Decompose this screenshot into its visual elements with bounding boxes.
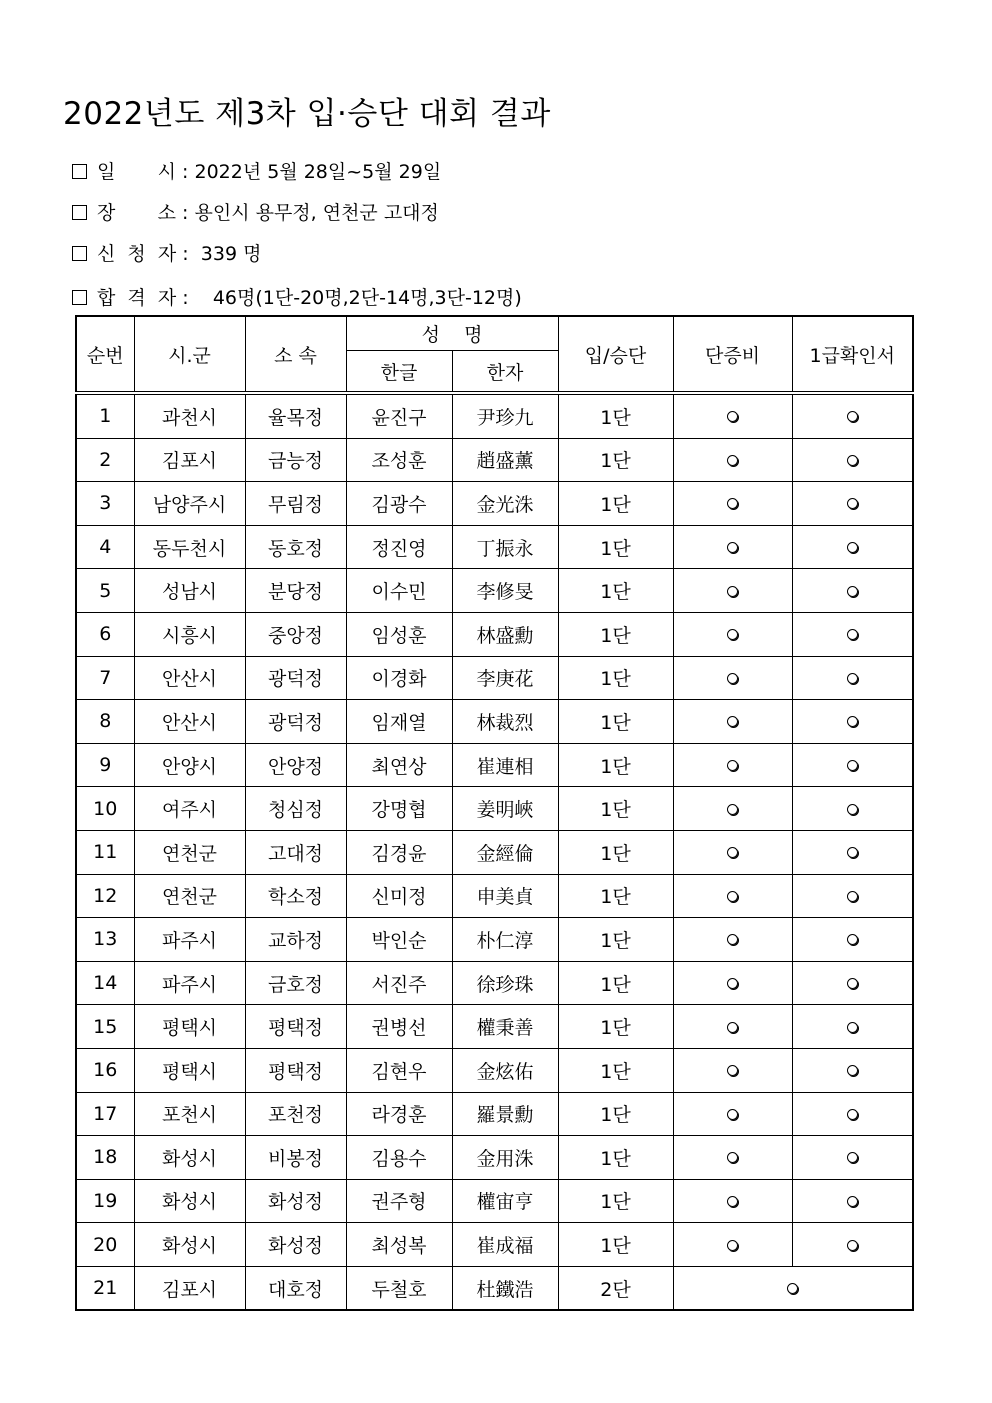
- cell-confirm: [792, 1005, 913, 1049]
- cell-club: 무림정: [245, 482, 346, 526]
- circle-mark-icon: [847, 804, 858, 815]
- cell-name-kor: 임재열: [346, 700, 452, 744]
- cell-no: 11: [76, 830, 134, 874]
- circle-mark-icon: [847, 629, 858, 640]
- circle-mark-icon: [727, 498, 738, 509]
- circle-mark-icon: [727, 1065, 738, 1076]
- cell-name-kor: 임성훈: [346, 612, 452, 656]
- cell-name-kor: 이수민: [346, 569, 452, 613]
- cell-name-kor: 김현우: [346, 1048, 452, 1092]
- cell-no: 21: [76, 1266, 134, 1310]
- cell-city: 시흥시: [134, 612, 245, 656]
- circle-mark-icon: [847, 673, 858, 684]
- cell-club: 금능정: [245, 438, 346, 482]
- cell-name-han: 申美貞: [452, 874, 558, 918]
- cell-name-han: 權宙亨: [452, 1179, 558, 1223]
- cell-city: 김포시: [134, 438, 245, 482]
- table-row: [76, 1005, 913, 1049]
- cell-city: 포천시: [134, 1092, 245, 1136]
- cell-cert: [673, 1179, 792, 1223]
- cell-confirm: [792, 393, 913, 438]
- cell-name-han: 金用洙: [452, 1136, 558, 1180]
- circle-mark-icon: [727, 891, 738, 902]
- cell-name-kor: 라경훈: [346, 1092, 452, 1136]
- cell-name-han: 徐珍珠: [452, 961, 558, 1005]
- cell-cert: [673, 612, 792, 656]
- cell-dan: 1단: [558, 1048, 673, 1092]
- cell-confirm: [792, 961, 913, 1005]
- cell-name-kor: 서진주: [346, 961, 452, 1005]
- cell-dan: 1단: [558, 787, 673, 831]
- cell-cert: [673, 743, 792, 787]
- cell-name-kor: 권주형: [346, 1179, 452, 1223]
- cell-city: 연천군: [134, 874, 245, 918]
- cell-dan: 1단: [558, 918, 673, 962]
- cell-cert: [673, 787, 792, 831]
- cell-cert: [673, 569, 792, 613]
- cell-club: 포천정: [245, 1092, 346, 1136]
- cell-cert: [673, 1136, 792, 1180]
- cell-no: 18: [76, 1136, 134, 1180]
- circle-mark-icon: [727, 673, 738, 684]
- cell-cert: [673, 1048, 792, 1092]
- cell-no: 16: [76, 1048, 134, 1092]
- circle-mark-icon: [847, 891, 858, 902]
- cell-dan: 1단: [558, 482, 673, 526]
- cell-name-han: 姜明峽: [452, 787, 558, 831]
- cell-cert: [673, 918, 792, 962]
- header-name-han: 한자: [452, 351, 558, 394]
- cell-name-han: 李修旻: [452, 569, 558, 613]
- cell-confirm: [792, 700, 913, 744]
- cell-club: 대호정: [245, 1266, 346, 1310]
- table-row: [76, 787, 913, 831]
- circle-mark-icon: [847, 411, 858, 422]
- cell-name-han: 崔連相: [452, 743, 558, 787]
- cell-dan: 1단: [558, 830, 673, 874]
- table-row: [76, 1092, 913, 1136]
- circle-mark-icon: [727, 1022, 738, 1033]
- info-sep: :: [176, 243, 201, 265]
- cell-name-kor: 박인순: [346, 918, 452, 962]
- cell-club: 고대정: [245, 830, 346, 874]
- circle-mark-icon: [727, 934, 738, 945]
- cell-no: 20: [76, 1223, 134, 1267]
- info-label: 합 격 자: [97, 287, 177, 309]
- cell-confirm: [792, 1179, 913, 1223]
- info-passed: [72, 286, 522, 310]
- circle-mark-icon: [727, 455, 738, 466]
- circle-mark-icon: [787, 1283, 798, 1294]
- cell-confirm: [792, 743, 913, 787]
- header-confirm: 1급확인서: [792, 316, 913, 393]
- circle-mark-icon: [727, 411, 738, 422]
- cell-club: 평택정: [245, 1005, 346, 1049]
- table-row: [76, 482, 913, 526]
- info-value: 용인시 용무정, 연천군 고대정: [194, 202, 439, 224]
- info-sep: :: [176, 202, 195, 224]
- cell-no: 8: [76, 700, 134, 744]
- cell-name-kor: 이경화: [346, 656, 452, 700]
- cell-city: 안산시: [134, 700, 245, 744]
- cell-city: 화성시: [134, 1136, 245, 1180]
- cell-dan: 1단: [558, 569, 673, 613]
- circle-mark-icon: [847, 934, 858, 945]
- circle-mark-icon: [727, 1240, 738, 1251]
- circle-mark-icon: [727, 1196, 738, 1207]
- cell-name-han: 金經倫: [452, 830, 558, 874]
- info-value: 339 명: [200, 243, 262, 265]
- cell-city: 여주시: [134, 787, 245, 831]
- cell-name-han: 崔成福: [452, 1223, 558, 1267]
- cell-club: 비봉정: [245, 1136, 346, 1180]
- cell-confirm: [792, 1048, 913, 1092]
- cell-name-han: 金光洙: [452, 482, 558, 526]
- table-row: [76, 830, 913, 874]
- cell-name-han: 金炫佑: [452, 1048, 558, 1092]
- cell-cert: [673, 1005, 792, 1049]
- table-row: [76, 918, 913, 962]
- cell-cert: [673, 393, 792, 438]
- circle-mark-icon: [847, 1152, 858, 1163]
- circle-mark-icon: [847, 1022, 858, 1033]
- cell-no: 9: [76, 743, 134, 787]
- cell-name-kor: 신미정: [346, 874, 452, 918]
- cell-confirm: [792, 656, 913, 700]
- cell-name-kor: 김경윤: [346, 830, 452, 874]
- table-row: [76, 393, 913, 438]
- circle-mark-icon: [847, 716, 858, 727]
- cell-dan: 1단: [558, 1092, 673, 1136]
- cell-dan: 1단: [558, 438, 673, 482]
- cell-city: 연천군: [134, 830, 245, 874]
- cell-name-kor: 윤진구: [346, 393, 452, 438]
- cell-confirm: [792, 525, 913, 569]
- cell-club: 동호정: [245, 525, 346, 569]
- table-row: [76, 743, 913, 787]
- cell-city: 평택시: [134, 1048, 245, 1092]
- cell-club: 율목정: [245, 393, 346, 438]
- cell-city: 화성시: [134, 1223, 245, 1267]
- circle-mark-icon: [847, 586, 858, 597]
- circle-mark-icon: [727, 586, 738, 597]
- cell-cert: [673, 525, 792, 569]
- header-city: 시.군: [134, 316, 245, 393]
- cell-no: 7: [76, 656, 134, 700]
- checkbox-icon: [72, 205, 87, 220]
- cell-name-kor: 김용수: [346, 1136, 452, 1180]
- cell-name-han: 林盛勳: [452, 612, 558, 656]
- cell-club: 광덕정: [245, 656, 346, 700]
- cell-confirm: [792, 1092, 913, 1136]
- info-value: 46명(1단-20명,2단-14명,3단-12명): [212, 287, 522, 309]
- cell-confirm: [792, 918, 913, 962]
- circle-mark-icon: [847, 978, 858, 989]
- cell-confirm: [792, 612, 913, 656]
- cell-name-han: 趙盛薰: [452, 438, 558, 482]
- cell-club: 화성정: [245, 1179, 346, 1223]
- cell-city: 김포시: [134, 1266, 245, 1310]
- cell-no: 4: [76, 525, 134, 569]
- circle-mark-icon: [727, 1152, 738, 1163]
- table-row: [76, 612, 913, 656]
- cell-no: 5: [76, 569, 134, 613]
- header-club: 소 속: [245, 316, 346, 393]
- cell-name-kor: 정진영: [346, 525, 452, 569]
- cell-dan: 1단: [558, 1223, 673, 1267]
- cell-name-han: 權秉善: [452, 1005, 558, 1049]
- cell-confirm: [792, 1223, 913, 1267]
- cell-no: 13: [76, 918, 134, 962]
- cell-club: 광덕정: [245, 700, 346, 744]
- cell-name-han: 杜鐵浩: [452, 1266, 558, 1310]
- cell-club: 중앙정: [245, 612, 346, 656]
- header-name: 성 명: [346, 316, 558, 351]
- cell-name-kor: 강명협: [346, 787, 452, 831]
- table-row: [76, 700, 913, 744]
- cell-no: 1: [76, 393, 134, 438]
- cell-name-han: 朴仁淳: [452, 918, 558, 962]
- circle-mark-icon: [847, 1065, 858, 1076]
- circle-mark-icon: [847, 1109, 858, 1120]
- cell-club: 안양정: [245, 743, 346, 787]
- info-value: 2022년 5월 28일~5월 29일: [194, 161, 442, 183]
- cell-cert: [673, 874, 792, 918]
- cell-dan: 1단: [558, 1179, 673, 1223]
- cell-dan: 1단: [558, 393, 673, 438]
- table-row: [76, 438, 913, 482]
- cell-name-han: 尹珍九: [452, 393, 558, 438]
- cell-dan: 1단: [558, 656, 673, 700]
- cell-no: 2: [76, 438, 134, 482]
- cell-no: 15: [76, 1005, 134, 1049]
- cell-club: 평택정: [245, 1048, 346, 1092]
- cell-dan: 1단: [558, 1136, 673, 1180]
- cell-city: 성남시: [134, 569, 245, 613]
- cell-cert: [673, 1092, 792, 1136]
- cell-confirm: [792, 874, 913, 918]
- circle-mark-icon: [847, 847, 858, 858]
- table-row: [76, 1136, 913, 1180]
- cell-dan: 1단: [558, 700, 673, 744]
- circle-mark-icon: [847, 760, 858, 771]
- circle-mark-icon: [727, 1109, 738, 1120]
- cell-city: 남양주시: [134, 482, 245, 526]
- circle-mark-icon: [727, 716, 738, 727]
- page-title: 2022년도 제3차 입·승단 대회 결과: [63, 96, 551, 132]
- info-place: [72, 201, 439, 225]
- cell-cert: [673, 656, 792, 700]
- info-label: 일 시: [97, 161, 176, 183]
- cell-name-kor: 최성복: [346, 1223, 452, 1267]
- cell-no: 6: [76, 612, 134, 656]
- cell-cert: [673, 961, 792, 1005]
- cell-dan: 1단: [558, 874, 673, 918]
- cell-city: 과천시: [134, 393, 245, 438]
- table-row: [76, 1179, 913, 1223]
- table-row: [76, 525, 913, 569]
- cell-confirm: [792, 482, 913, 526]
- cell-cert: [673, 830, 792, 874]
- cell-dan: 1단: [558, 1005, 673, 1049]
- cell-city: 파주시: [134, 961, 245, 1005]
- cell-club: 분당정: [245, 569, 346, 613]
- circle-mark-icon: [727, 804, 738, 815]
- cell-confirm: [792, 1136, 913, 1180]
- cell-name-han: 李庚花: [452, 656, 558, 700]
- cell-dan: 1단: [558, 525, 673, 569]
- table-row: [76, 1266, 913, 1310]
- circle-mark-icon: [847, 1196, 858, 1207]
- header-no: 순번: [76, 316, 134, 393]
- cell-city: 안양시: [134, 743, 245, 787]
- table-row: [76, 1048, 913, 1092]
- table-row: [76, 569, 913, 613]
- cell-club: 교하정: [245, 918, 346, 962]
- circle-mark-icon: [727, 847, 738, 858]
- cell-no: 17: [76, 1092, 134, 1136]
- cell-name-kor: 김광수: [346, 482, 452, 526]
- cell-dan: 2단: [558, 1266, 673, 1310]
- cell-dan: 1단: [558, 743, 673, 787]
- cell-name-kor: 두철호: [346, 1266, 452, 1310]
- checkbox-icon: [72, 164, 87, 179]
- cell-name-han: 丁振永: [452, 525, 558, 569]
- info-sep: :: [176, 287, 213, 309]
- header-cert: 단증비: [673, 316, 792, 393]
- circle-mark-icon: [727, 542, 738, 553]
- cell-dan: 1단: [558, 612, 673, 656]
- cell-confirm: [792, 438, 913, 482]
- cell-city: 화성시: [134, 1179, 245, 1223]
- cell-club: 금호정: [245, 961, 346, 1005]
- circle-mark-icon: [847, 498, 858, 509]
- circle-mark-icon: [727, 760, 738, 771]
- cell-dan: 1단: [558, 961, 673, 1005]
- cell-no: 3: [76, 482, 134, 526]
- cell-club: 화성정: [245, 1223, 346, 1267]
- circle-mark-icon: [847, 455, 858, 466]
- table-row: [76, 1223, 913, 1267]
- table-row: [76, 874, 913, 918]
- cell-no: 12: [76, 874, 134, 918]
- cell-name-han: 林裁烈: [452, 700, 558, 744]
- info-sep: :: [176, 161, 195, 183]
- cell-cert: [673, 482, 792, 526]
- cell-city: 동두천시: [134, 525, 245, 569]
- cell-city: 평택시: [134, 1005, 245, 1049]
- cell-cert: [673, 700, 792, 744]
- cell-city: 파주시: [134, 918, 245, 962]
- cell-name-kor: 권병선: [346, 1005, 452, 1049]
- table-row: [76, 656, 913, 700]
- circle-mark-icon: [847, 1240, 858, 1251]
- checkbox-icon: [72, 290, 87, 305]
- cell-city: 안산시: [134, 656, 245, 700]
- cell-confirm: [792, 569, 913, 613]
- checkbox-icon: [72, 246, 87, 261]
- cell-club: 학소정: [245, 874, 346, 918]
- results-table: [75, 315, 914, 1311]
- table-row: [76, 961, 913, 1005]
- cell-no: 14: [76, 961, 134, 1005]
- cell-name-han: 羅景勳: [452, 1092, 558, 1136]
- cell-cert: [673, 1223, 792, 1267]
- circle-mark-icon: [727, 978, 738, 989]
- circle-mark-icon: [847, 542, 858, 553]
- cell-club: 청심정: [245, 787, 346, 831]
- info-label: 신 청 자: [97, 243, 177, 265]
- header-dan: 입/승단: [558, 316, 673, 393]
- circle-mark-icon: [727, 629, 738, 640]
- cell-confirm: [792, 830, 913, 874]
- cell-no: 10: [76, 787, 134, 831]
- cell-name-kor: 조성훈: [346, 438, 452, 482]
- info-date: [72, 160, 441, 184]
- cell-cert: [673, 438, 792, 482]
- header-name-kor: 한글: [346, 351, 452, 394]
- cell-no: 19: [76, 1179, 134, 1223]
- info-applicants: [72, 242, 261, 266]
- info-label: 장 소: [97, 202, 176, 224]
- cell-name-kor: 최연상: [346, 743, 452, 787]
- cell-cert-merged: [673, 1266, 913, 1310]
- cell-confirm: [792, 787, 913, 831]
